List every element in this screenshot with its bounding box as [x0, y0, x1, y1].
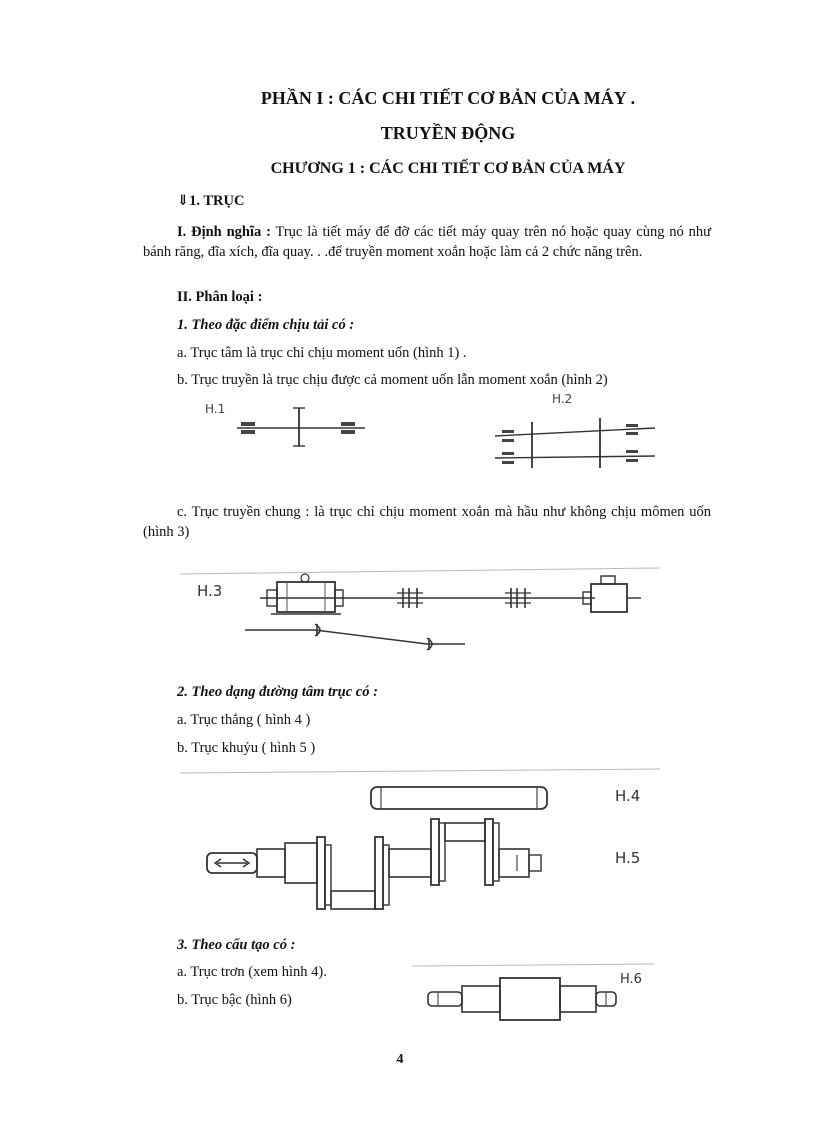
by-load-item-b: b. Trục truyền là trục chịu được cả moment uốn lẫn moment xoắn (hình 2) — [177, 372, 608, 388]
figure-label-h2: H.2 — [552, 392, 573, 406]
figure-label-h5: H.5 — [615, 849, 641, 867]
by-structure-heading: 3. Theo cấu tạo có : — [177, 937, 296, 953]
figure-label-h3: H.3 — [197, 582, 223, 600]
figure-label-h1: H.1 — [205, 402, 226, 416]
figure-h3 — [175, 562, 665, 662]
classification-heading: II. Phân loại : — [177, 289, 263, 305]
by-load-item-a: a. Trục tâm là trục chỉ chịu moment uốn (hình 1) . — [177, 345, 467, 361]
by-structure-item-a: a. Trục trơn (xem hình 4). — [177, 964, 327, 980]
page-number: 4 — [396, 1052, 404, 1067]
figure-label-h6: H.6 — [620, 972, 642, 987]
definition-label: I. Định nghĩa : — [177, 224, 271, 240]
by-axis-item-b: b. Trục khuỷu ( hình 5 ) — [177, 740, 316, 756]
by-structure-item-b: b. Trục bậc (hình 6) — [177, 992, 292, 1008]
by-load-heading: 1. Theo đặc điểm chịu tải có : — [177, 317, 355, 333]
figure-h4-h5 — [175, 765, 665, 920]
definition-text: Trục là tiết máy để đỡ các tiết máy quay trên nó hoặc quay cùng nó như bánh răng, đĩa xích, đĩa quay. . .để truyền moment xoắn hoặc làm cả 2 chức năng trên. — [143, 224, 711, 260]
by-axis-heading: 2. Theo dạng đường tâm trục có : — [177, 684, 378, 700]
figure-h6 — [408, 960, 658, 1032]
figure-label-h4: H.4 — [615, 787, 641, 805]
figure-h2 — [490, 392, 660, 472]
by-axis-item-a: a. Trục thẳng ( hình 4 ) — [177, 712, 311, 728]
part-subtitle: TRUYỀN ĐỘNG — [380, 123, 516, 143]
chapter-title: CHƯƠNG 1 : CÁC CHI TIẾT CƠ BẢN CỦA MÁY — [270, 160, 626, 177]
definition-paragraph — [143, 222, 711, 262]
figure-h1 — [195, 398, 375, 450]
by-load-item-c: c. Trục truyền chung : là trục chỉ chịu moment xoắn mà hầu như không chịu mômen uốn (hình 3) — [143, 504, 711, 540]
section-heading: ⇓1. TRỤC — [177, 193, 245, 209]
part-title: PHẦN I : CÁC CHI TIẾT CƠ BẢN CỦA MÁY . — [260, 88, 636, 108]
